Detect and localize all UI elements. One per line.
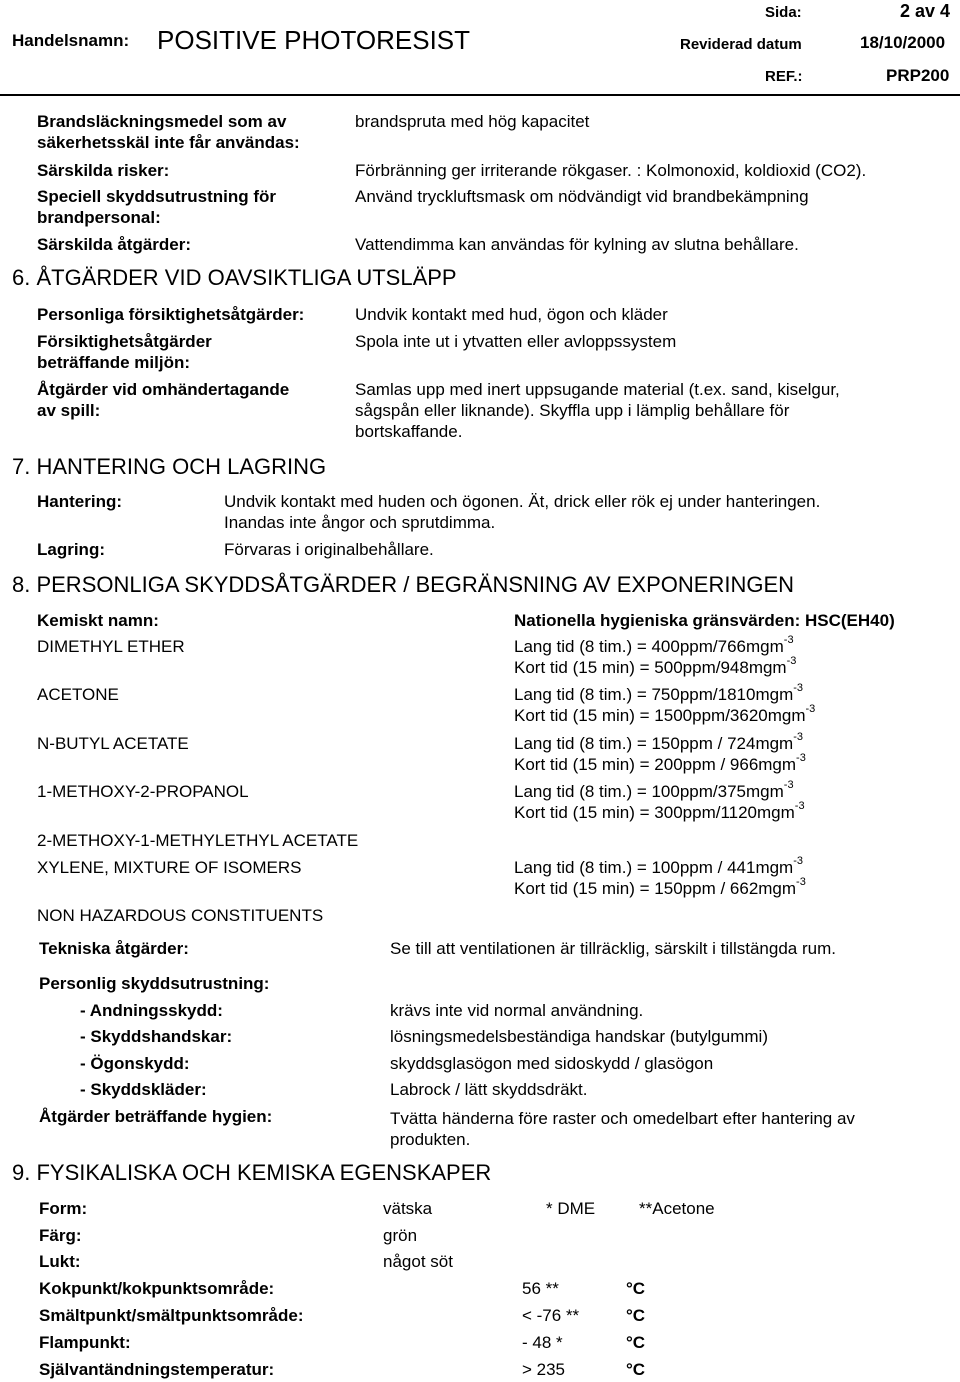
technical-measures-value: Se till att ventilationen är tillräcklig, särskilt i tillstängda rum. — [390, 939, 836, 958]
row-value: Förbränning ger irriterande rökgaser. : Kolmonoxid, koldioxid (CO2). — [355, 161, 867, 180]
long-term-limit: Lang tid (8 tim.) = 100ppm / 441mgm$^{-3}$ — [514, 855, 804, 877]
property-value: 56 ** — [522, 1279, 559, 1298]
product-name: POSITIVE PHOTORESIST — [157, 25, 471, 55]
row-label: beträffande miljön: — [37, 353, 191, 372]
property-unit: °C — [626, 1279, 646, 1298]
property-label: Flampunkt: — [39, 1333, 131, 1352]
row-value: Förvaras i originalbehållare. — [224, 540, 434, 559]
row-value: Spola inte ut i ytvatten eller avloppssystem — [355, 332, 677, 351]
property-unit: °C — [626, 1333, 646, 1352]
property-value: grön — [383, 1226, 418, 1245]
property-label: Smältpunkt/smältpunktsområde: — [39, 1306, 304, 1325]
property-label: Kokpunkt/kokpunktsområde: — [39, 1279, 275, 1298]
ppe-item-value: skyddsglasögon med sidoskydd / glasögon — [390, 1054, 714, 1073]
ppe-item-label: - Ögonskydd: — [80, 1054, 190, 1073]
page-value: 2 av 4 — [900, 1, 951, 21]
property-unit: °C — [626, 1306, 646, 1325]
row-label: av spill: — [37, 401, 101, 420]
row-label: Speciell skyddsutrustning för — [37, 187, 276, 206]
unit-exponent: -3 — [783, 779, 794, 792]
row-label: Särskilda åtgärder: — [37, 235, 192, 254]
property-label: Färg: — [39, 1226, 82, 1245]
hygiene-value: Tvätta händerna före raster och omedelbart efter hantering av — [390, 1109, 855, 1128]
short-term-limit: Kort tid (15 min) = 500ppm/948mgm$^{-3}$ — [514, 655, 797, 677]
ppe-item-value: Labrock / lätt skyddsdräkt. — [390, 1080, 588, 1099]
ref-value: PRP200 — [886, 66, 950, 85]
property-label: Självantändningstemperatur: — [39, 1360, 275, 1379]
ppe-item-label: - Skyddskläder: — [80, 1080, 207, 1099]
exposure-limits-header: Nationella hygieniska gränsvärden: HSC(EH40) — [514, 611, 895, 630]
unit-exponent: -3 — [783, 634, 794, 647]
unit-exponent: -3 — [805, 703, 816, 716]
chemical-name: XYLENE, MIXTURE OF ISOMERS — [37, 858, 302, 877]
section-heading: 6. ÅTGÄRDER VID OAVSIKTLIGA UTSLÄPP — [12, 265, 457, 290]
row-label: Åtgärder vid omhändertagande — [37, 380, 290, 399]
long-term-limit: Lang tid (8 tim.) = 750ppm/1810mgm$^{-3}$ — [514, 682, 804, 704]
hygiene-value: produkten. — [390, 1130, 471, 1149]
row-value: bortskaffande. — [355, 422, 463, 441]
ppe-item-value: lösningsmedelsbeständiga handskar (butylgummi) — [390, 1027, 768, 1046]
property-note: **Acetone — [639, 1199, 715, 1218]
short-term-limit: Kort tid (15 min) = 200ppm / 966mgm$^{-3}$ — [514, 752, 806, 774]
chemical-name: DIMETHYL ETHER — [37, 637, 185, 656]
property-value: < -76 ** — [522, 1306, 580, 1325]
chemical-name: NON HAZARDOUS CONSTITUENTS — [37, 906, 324, 925]
short-term-limit: Kort tid (15 min) = 1500ppm/3620mgm$^{-3}$ — [514, 703, 816, 725]
row-label: Brandsläckningsmedel som av — [37, 112, 287, 131]
row-value: Undvik kontakt med huden och ögonen. Ät, drick eller rök ej under hanteringen. — [224, 492, 821, 511]
technical-measures-label: Tekniska åtgärder: — [39, 939, 189, 958]
ppe-item-value: krävs inte vid normal användning. — [390, 1001, 644, 1020]
header-divider — [0, 94, 960, 96]
row-label: säkerhetsskäl inte får användas: — [37, 133, 300, 152]
section-heading: 7. HANTERING OCH LAGRING — [12, 454, 327, 479]
ref-label: REF.: — [765, 68, 803, 85]
trade-name-label: Handelsnamn: — [12, 31, 130, 50]
row-value: Undvik kontakt med hud, ögon och kläder — [355, 305, 668, 324]
row-label: Hantering: — [37, 492, 122, 511]
property-unit: °C — [626, 1360, 646, 1379]
revised-date-value: 18/10/2000 — [860, 33, 946, 52]
revised-date-label: Reviderad datum — [680, 36, 802, 53]
long-term-limit: Lang tid (8 tim.) = 400ppm/766mgm$^{-3}$ — [514, 634, 794, 656]
row-label: Personliga försiktighetsåtgärder: — [37, 305, 305, 324]
chemical-name: 2-METHOXY-1-METHYLETHYL ACETATE — [37, 831, 359, 850]
row-label: Lagring: — [37, 540, 105, 559]
unit-exponent: -3 — [796, 876, 806, 889]
page-label: Sida: — [765, 4, 802, 21]
short-term-limit: Kort tid (15 min) = 300ppm/1120mgm$^{-3}$ — [514, 800, 805, 822]
property-value: något söt — [383, 1252, 453, 1271]
ppe-label: Personlig skyddsutrustning: — [39, 974, 270, 993]
row-value: Samlas upp med inert uppsugande material (t.ex. sand, kiselgur, — [355, 380, 840, 399]
short-term-limit: Kort tid (15 min) = 150ppm / 662mgm$^{-3}$ — [514, 876, 806, 898]
row-label: Särskilda risker: — [37, 161, 170, 180]
long-term-limit: Lang tid (8 tim.) = 150ppm / 724mgm$^{-3}$ — [514, 731, 804, 753]
unit-exponent: -3 — [796, 752, 806, 765]
unit-exponent: -3 — [786, 655, 797, 668]
property-value: > 235 — [522, 1360, 566, 1379]
row-value: Använd tryckluftsmask om nödvändigt vid brandbekämpning — [355, 187, 809, 206]
chemical-name: N-BUTYL ACETATE — [37, 734, 189, 753]
property-note: * DME — [546, 1199, 596, 1218]
row-value: Inandas inte ångor och sprutdimma. — [224, 513, 496, 532]
long-term-limit: Lang tid (8 tim.) = 100ppm/375mgm$^{-3}$ — [514, 779, 794, 801]
unit-exponent: -3 — [793, 731, 804, 744]
property-label: Lukt: — [39, 1252, 81, 1271]
ppe-item-label: - Skyddshandskar: — [80, 1027, 233, 1046]
unit-exponent: -3 — [793, 682, 804, 695]
property-value: - 48 * — [522, 1333, 563, 1352]
unit-exponent: -3 — [793, 855, 804, 868]
unit-exponent: -3 — [794, 800, 805, 813]
ppe-item-label: - Andningsskydd: — [80, 1001, 223, 1020]
row-value: sågspån eller liknande). Skyffla upp i lämplig behållare för — [355, 401, 790, 420]
section-heading: 9. FYSIKALISKA OCH KEMISKA EGENSKAPER — [12, 1160, 492, 1185]
chemical-name-header: Kemiskt namn: — [37, 611, 159, 630]
property-label: Form: — [39, 1199, 88, 1218]
row-label: brandpersonal: — [37, 208, 161, 227]
chemical-name: ACETONE — [37, 685, 119, 704]
hygiene-label: Åtgärder beträffande hygien: — [39, 1107, 273, 1126]
row-value: Vattendimma kan användas för kylning av slutna behållare. — [355, 235, 799, 254]
chemical-name: 1-METHOXY-2-PROPANOL — [37, 782, 249, 801]
row-label: Försiktighetsåtgärder — [37, 332, 212, 351]
row-value: brandspruta med hög kapacitet — [355, 112, 590, 131]
property-value: vätska — [383, 1199, 433, 1218]
section-heading: 8. PERSONLIGA SKYDDSÅTGÄRDER / BEGRÄNSNING AV EXPONERINGEN — [12, 572, 795, 597]
